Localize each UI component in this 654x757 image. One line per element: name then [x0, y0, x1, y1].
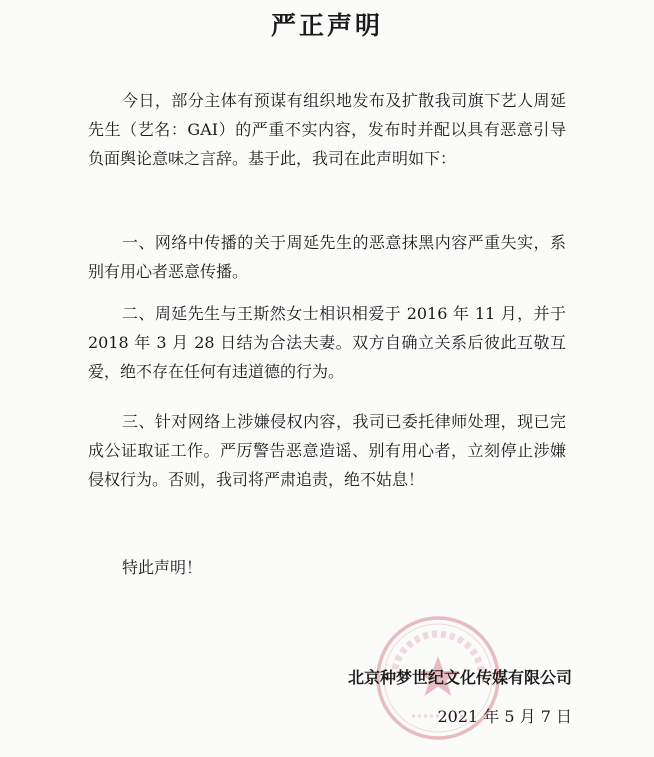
intro-paragraph: 今日，部分主体有预谋有组织地发布及扩散我司旗下艺人周延先生（艺名：GAI）的严重不实内容，发布时并配以具有恶意引导负面舆论意味之言辞。基于此，我司在此声明如下： — [88, 91, 566, 168]
company-signature: 北京种梦世纪文化传媒有限公司 — [347, 668, 572, 687]
statement-point-1: 一、网络中传播的关于周延先生的恶意抹黑内容严重失实，系别有用心者恶意传播。 — [88, 233, 566, 281]
statement-point-2: 二、周延先生与王斯然女士相识相爱于 2016 年 11 月，并于 2018 年 3 月 28 日结为合法夫妻。双方自确立关系后彼此互敬互爱，绝不存在任何有违道德的行为。 — [88, 304, 566, 381]
statement-date: 2021 年 5 月 7 日 — [437, 707, 572, 726]
statement-point-3: 三、针对网络上涉嫌侵权内容，我司已委托律师处理，现已完成公证取证工作。严厉警告恶意造谣、别有用心者，立刻停止涉嫌侵权行为。否则，我司将严肃追责，绝不姑息！ — [88, 412, 566, 489]
document-title: 严正声明 — [270, 11, 383, 40]
closing-line: 特此声明！ — [122, 558, 203, 577]
